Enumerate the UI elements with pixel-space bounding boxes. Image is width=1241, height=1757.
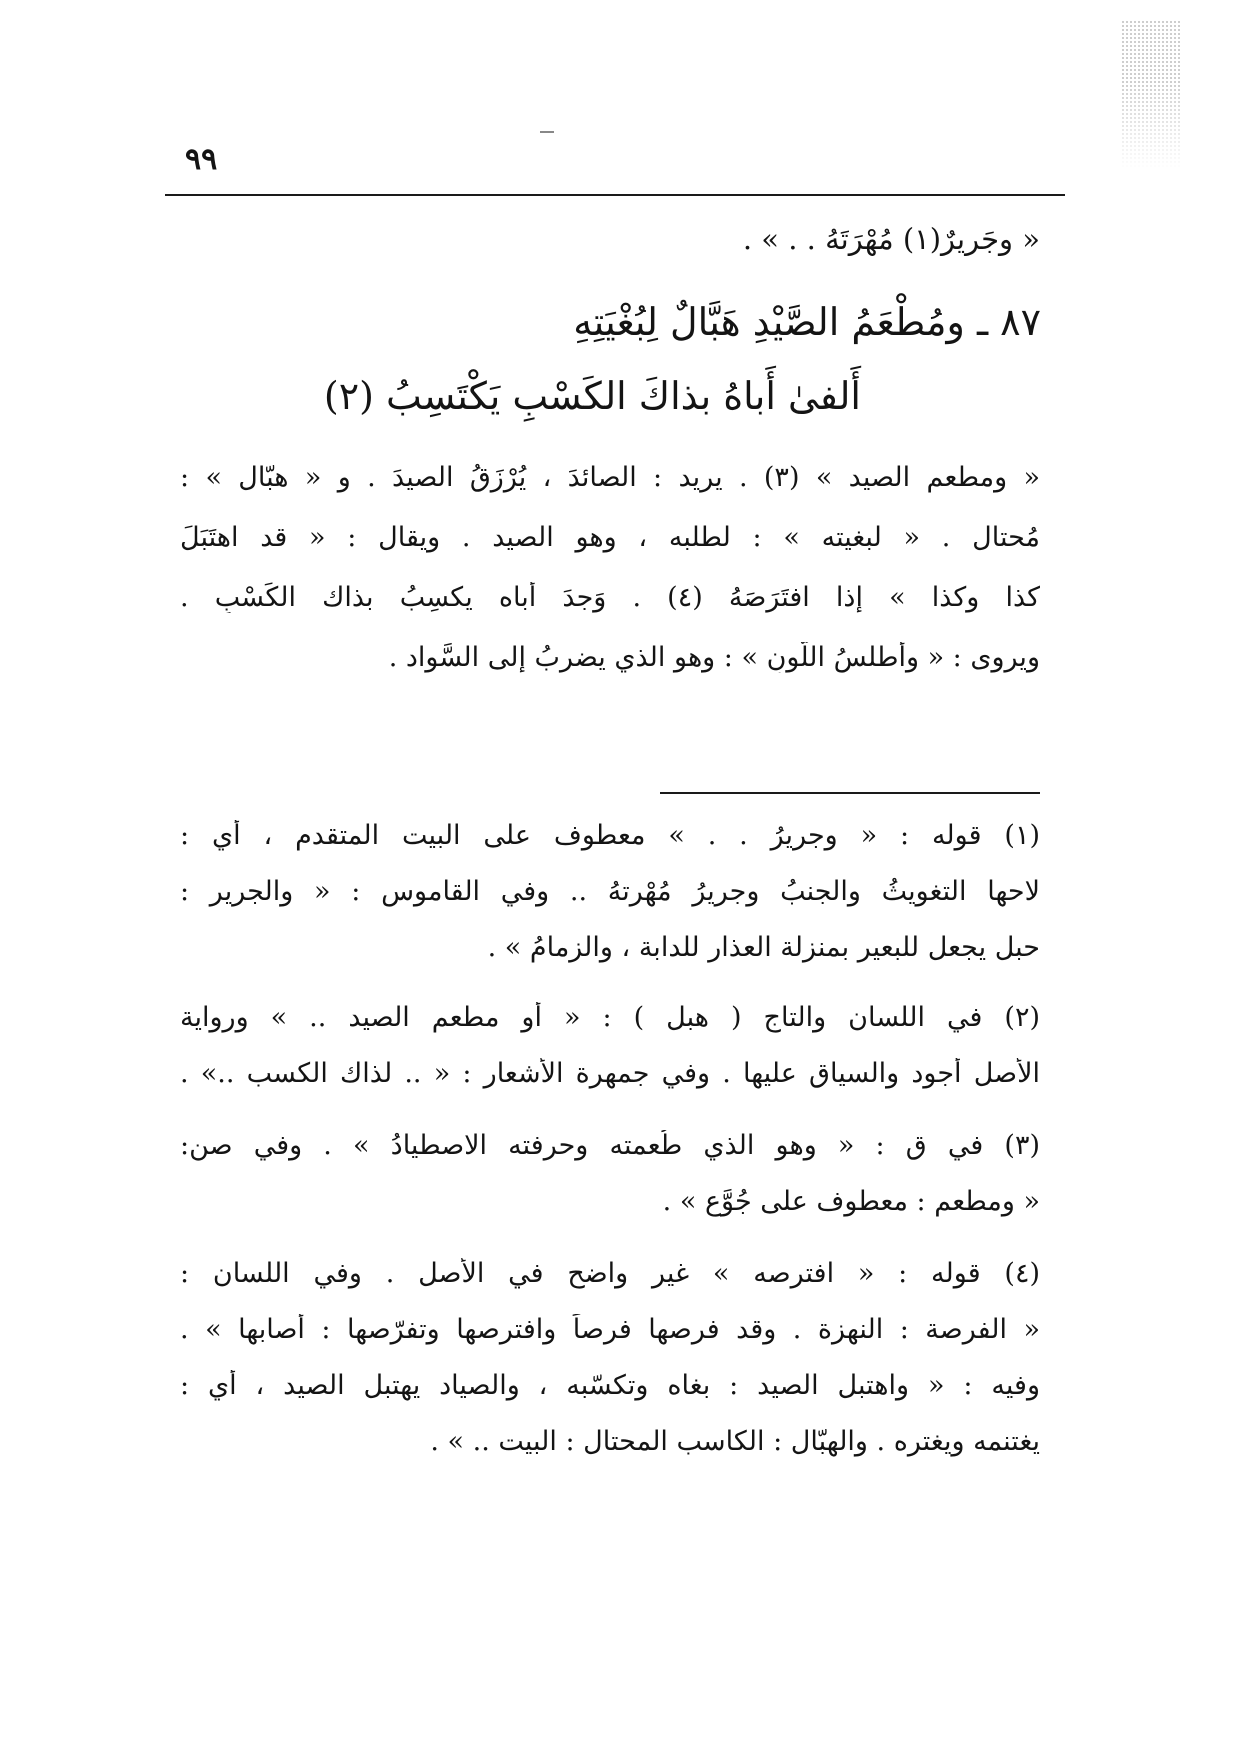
footnote-separator (660, 792, 1040, 794)
commentary-block (180, 462, 1040, 762)
footnote-line: وفيه : « واهتبل الصيد : بغاه وتكسّبه ، والصياد يهتبل الصيد ، أي : (180, 1370, 1040, 1401)
footnote-line: « الفرصة : النهزة . وقد فرصها فرصاً وافترصها وتفرّصها : أصابها » . (180, 1314, 1040, 1345)
verse-second-hemistich: أَلفىٰ أَباهُ بذاكَ الكَسْبِ يَكْتَسِبُ (٢) (323, 374, 861, 418)
page-number: ٩٩ (185, 142, 218, 177)
footnote-line: « ومطعم : معطوف على جُوَّع » . (662, 1186, 1040, 1217)
footnote-line: يغتنمه ويغتره . والهبّال : الكاسب المحتال : البيت .. » . (430, 1426, 1040, 1457)
scan-noise-corner (1121, 20, 1181, 170)
footnote-1 (180, 820, 1040, 1000)
verse-first-hemistich: ٨٧ ـ ومُطْعَمُ الصَّيْدِ هَبَّالٌ لِبُغْيَتِهِ (573, 300, 1041, 344)
stray-ink-mark (540, 131, 554, 133)
continuation-block (180, 222, 1040, 272)
footnote-line: (٣) في ق : « وهو الذي طُعمته وحرفته الاصطيادُ » . وفي صن: (180, 1130, 1040, 1161)
footnote-line: (٢) في اللسان والتاج ( هبل ) : « أو مطعم الصيد .. » ورواية (180, 1002, 1040, 1033)
footnote-line: (١) قوله : « وجريرُ . . » معطوف على البيت المتقدم ، أي : (180, 820, 1040, 851)
footnote-2 (180, 1002, 1040, 1122)
footnote-4 (180, 1258, 1040, 1498)
commentary-line: مُحتال . « لبغيته » : لطلبه ، وهو الصيد . ويقال : « قد اهتَبَلَ (180, 522, 1040, 553)
commentary-line: ويروى : « وأطلسُ اللَّونِ » : وهو الذي يضربُ إلى السَّواد . (388, 642, 1040, 673)
commentary-line: كذا وكذا » إذا افتَرَصَهُ (٤) . وَجدَ أباه يكسِبُ بذاك الكَسْبِ . (180, 582, 1040, 613)
footnote-line: (٤) قوله : « افترصه » غير واضح في الأصل . وفي اللسان : (180, 1258, 1040, 1289)
footnote-line: حبل يجعل للبعير بمنزلة العذار للدابة ، والزمامُ » . (487, 932, 1040, 963)
header-rule (165, 194, 1065, 196)
continuation-line: « وجَرِيرٌ(١) مُهْرَتَهُ . . » . (742, 222, 1040, 256)
footnote-line: الأصل أجود والسياق عليها . وفي جمهرة الأشعار : « .. لذاك الكسب ..» . (180, 1058, 1040, 1089)
footnote-3 (180, 1130, 1040, 1250)
commentary-line: « ومطعم الصيد » (٣) . يريد : الصائدَ ، يُرْزَقُ الصيدَ . و « هبّال » : (180, 462, 1040, 493)
footnote-line: لاحها التغويثُ والجنبُ وجريرُ مُهْرتهُ .. وفي القاموس : « والجرير : (180, 876, 1040, 907)
